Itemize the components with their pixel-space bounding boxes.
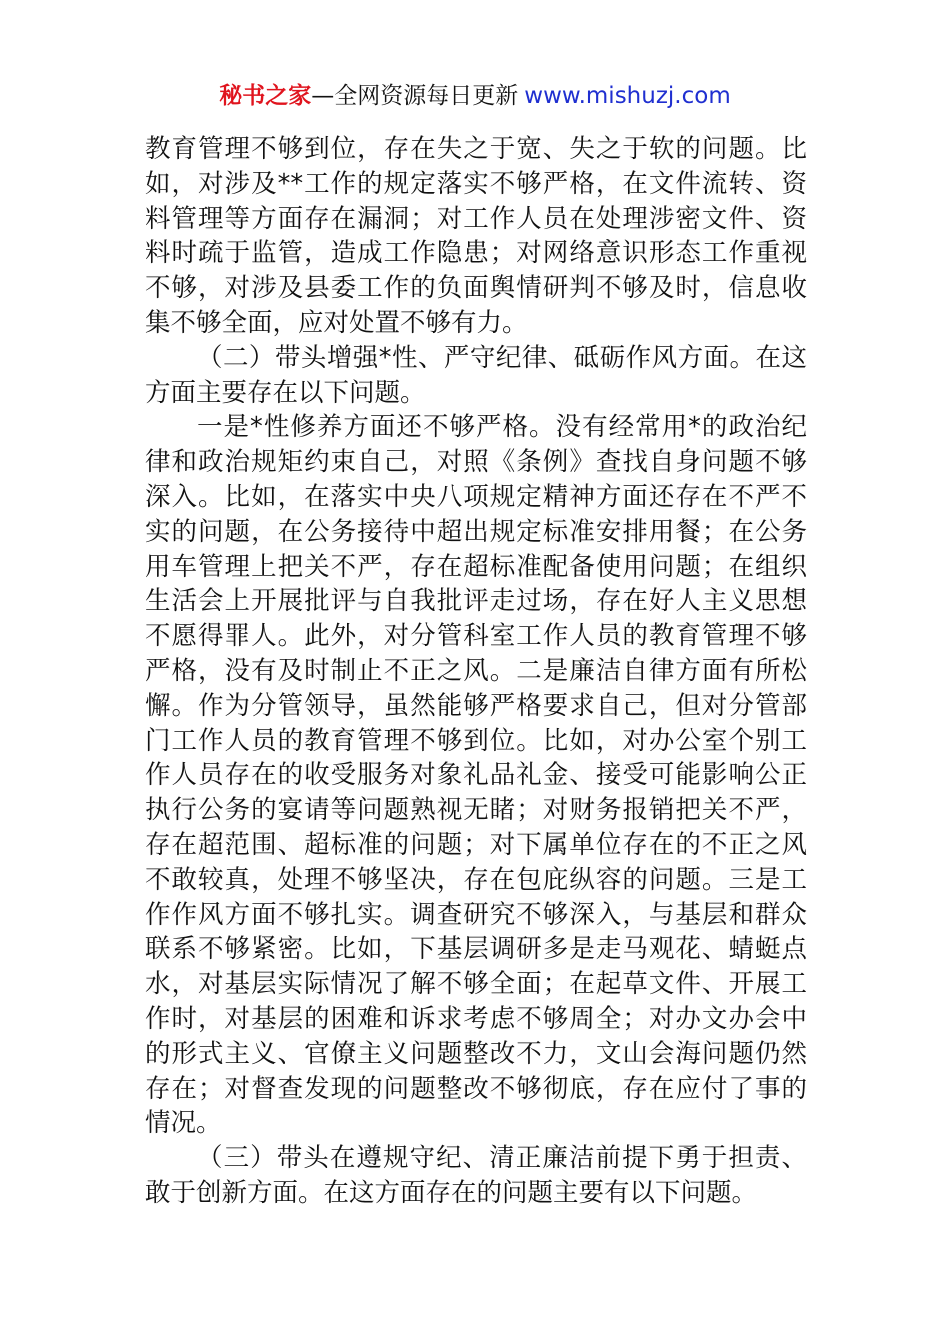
brand-name: 秘书之家 <box>219 83 312 109</box>
site-url-link[interactable]: www.mishuzj.com <box>524 83 731 109</box>
section-heading-3: （三）带头在遵规守纪、清正廉洁前提下勇于担责、敢于创新方面。在这方面存在的问题主要有以下问题。 <box>145 1143 807 1208</box>
paragraph-issues: 一是*性修养方面还不够严格。没有经常用*的政治纪律和政治规矩约束自己，对照《条例》查找自身问题不够深入。比如，在落实中央八项规定精神方面还存在不严不实的问题，在公务接待中超出规定标准安排用餐；在公务用车管理上把关不严，存在超标准配备使用问题；在组织生活会上开展批评与自我批评走过场，存在好人主义思想不愿得罪人。此外，对分管科室工作人员的教育管理不够严格，没有及时制止不正之风。二是廉洁自律方面有所松懈。作为分管领导，虽然能够严格要求自己，但对分管部门工作人员的教育管理不够到位。比如，对办公室个别工作人员存在的收受服务对象礼品礼金、接受可能影响公正执行公务的宴请等问题熟视无睹；对财务报销把关不严，存在超范围、超标准的问题；对下属单位存在的不正之风不敢较真，处理不够坚决，存在包庇纵容的问题。三是工作作风方面不够扎实。调查研究不够深入，与基层和群众联系不够紧密。比如，下基层调研多是走马观花、蜻蜓点水，对基层实际情况了解不够全面；在起草文件、开展工作时，对基层的困难和诉求考虑不够周全；对办文办会中的形式主义、官僚主义问题整改不力，文山会海问题仍然存在；对督查发现的问题整改不够彻底，存在应付了事的情况。 <box>145 412 807 1139</box>
document-body <box>145 132 807 1211</box>
site-header <box>0 80 950 112</box>
paragraph-continuation: 教育管理不够到位，存在失之于宽、失之于软的问题。比如，对涉及**工作的规定落实不够严格，在文件流转、资料管理等方面存在漏洞；对工作人员在处理涉密文件、资料时疏于监管，造成工作隐患；对网络意识形态工作重视不够，对涉及县委工作的负面舆情研判不够及时，信息收集不够全面，应对处置不够有力。 <box>145 134 807 338</box>
section-heading-2: （二）带头增强*性、严守纪律、砥砺作风方面。在这方面主要存在以下问题。 <box>145 342 807 408</box>
header-tagline: —全网资源每日更新 <box>311 83 519 109</box>
